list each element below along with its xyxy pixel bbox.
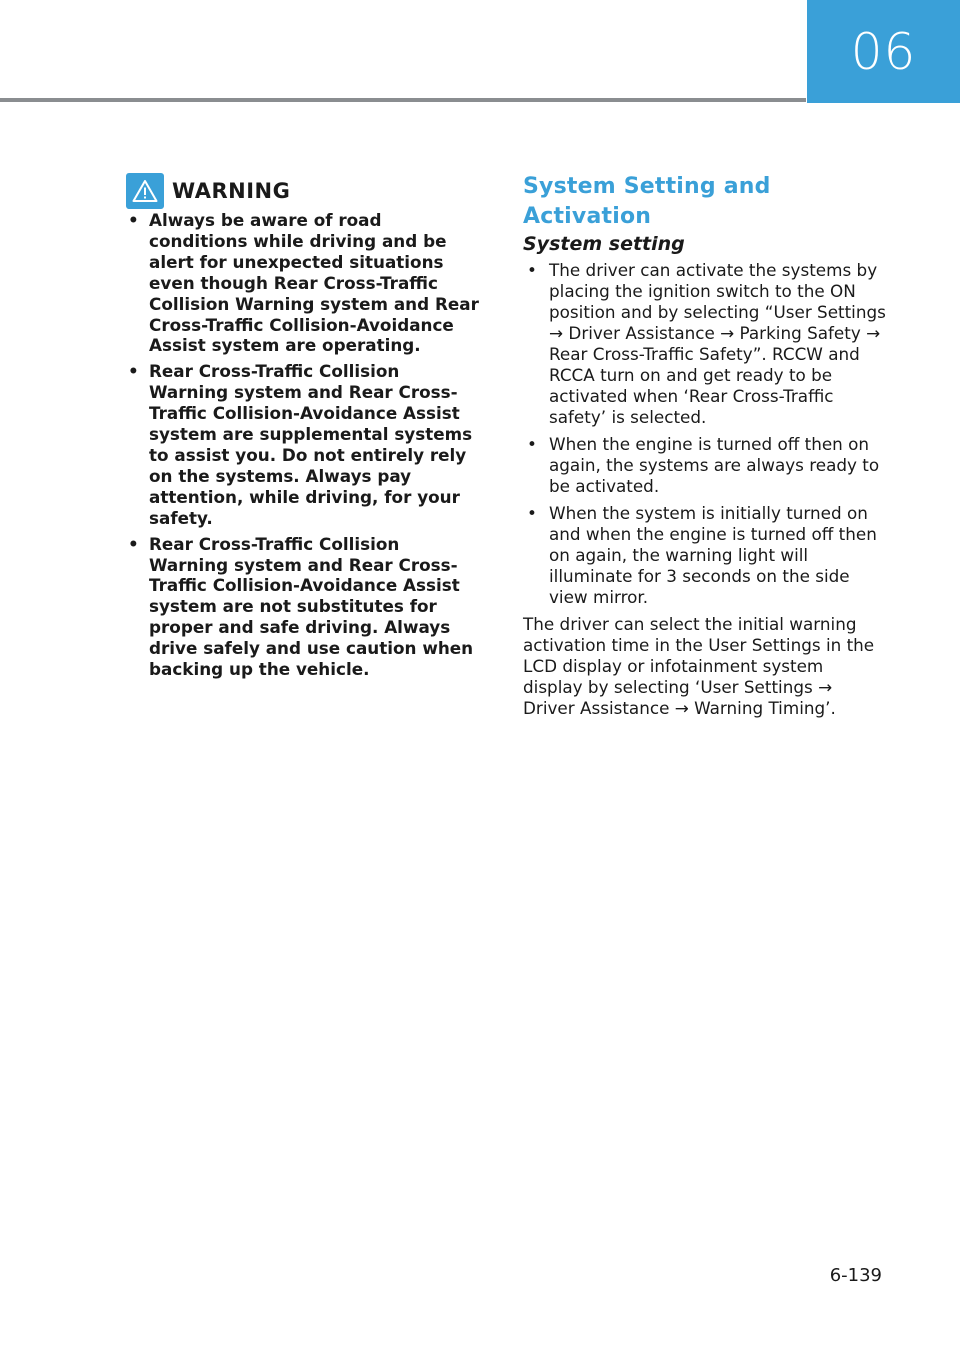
setting-list <box>523 260 888 608</box>
warning-header <box>124 172 482 210</box>
system-setting-section <box>523 172 888 719</box>
chapter-tab <box>807 0 960 103</box>
warning-title: WARNING <box>172 179 291 203</box>
page-number: 6-139 <box>829 1265 882 1286</box>
body-paragraph: The driver can select the initial warning activation time in the User Settings in the LCD display or infotainment system display by selecting ‘User Settings → Driver Assistance → Warning Timing’. <box>523 614 875 718</box>
section-title: System Setting and Activation <box>523 174 771 229</box>
warning-box <box>124 172 482 685</box>
section-subtitle: System setting <box>523 233 685 255</box>
chapter-number: 06 <box>850 22 917 81</box>
warning-item: • Rear Cross-Traffic Collision Warning system and Rear Cross-Traffic Collision-Avoidance Assist system are not substitutes for proper and safe driving. Always drive safely and use caution when backing up the vehicle. <box>124 534 482 680</box>
list-item: • The driver can activate the systems by placing the ignition switch to the ON position and by selecting “User Settings → Driver Assistance → Parking Safety → Rear Cross-Traffic Safety”. RCCW and RCCA turn on and get ready to be activated when ‘Rear Cross-Traffic safety’ is selected. <box>523 260 888 428</box>
list-item: • When the system is initially turned on and when the engine is turned off then on again, the warning light will illuminate for 3 seconds on the side view mirror. <box>523 503 888 608</box>
warning-item: • Rear Cross-Traffic Collision Warning system and Rear Cross-Traffic Collision-Avoidance Assist system are supplemental systems to assist you. Do not entirely rely on the systems. Always pay attention, while driving, for your safety. <box>124 361 482 528</box>
header-rule <box>0 98 806 102</box>
warning-triangle-icon <box>126 173 164 209</box>
warning-item: • Always be aware of road conditions while driving and be alert for unexpected situations even though Rear Cross-Traffic Collision Warning system and Rear Cross-Traffic Collision-Avoidance Assist system are operating. <box>124 210 482 356</box>
warning-list <box>124 210 482 680</box>
list-item: • When the engine is turned off then on again, the systems are always ready to be activated. <box>523 434 888 497</box>
